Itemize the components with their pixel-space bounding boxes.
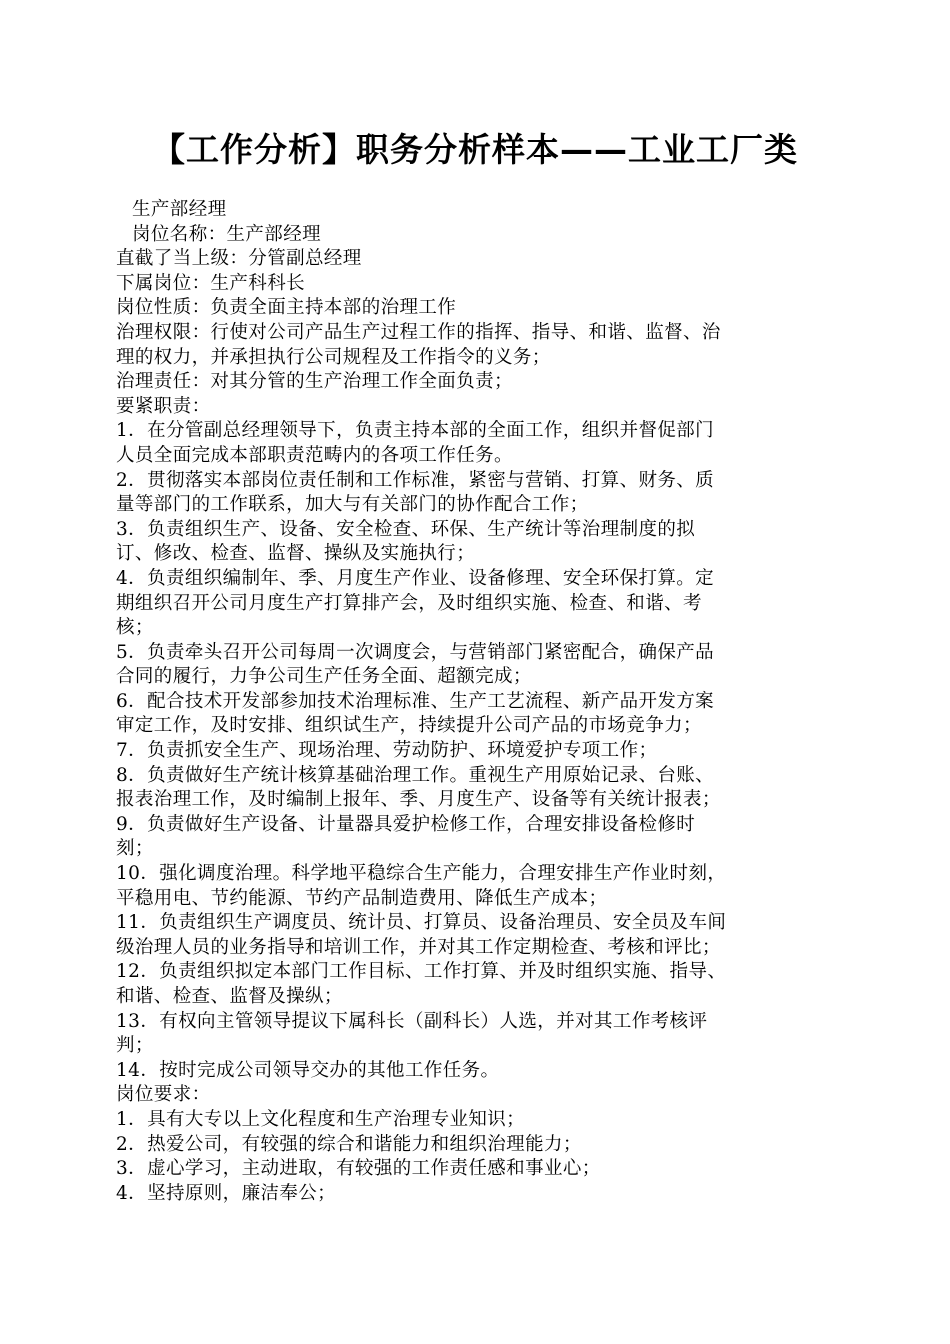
text-line: 理的权力，并承担执行公司规程及工作指令的义务； [116,346,551,368]
text-line: 期组织召开公司月度生产打算排产会，及时组织实施、检查、和谐、考 [116,592,702,614]
text-line: 1．在分管副总经理领导下，负责主持本部的全面工作，组织并督促部门 [116,420,715,442]
text-line: 1．具有大专以上文化程度和生产治理专业知识； [116,1108,526,1130]
text-line: 刻； [116,838,154,860]
text-line: 岗位名称：生产部经理 [132,223,322,245]
text-line: 6．配合技术开发部参加技术治理标准、生产工艺流程、新产品开发方案 [116,690,715,712]
text-line: 判； [116,1035,154,1057]
text-line: 和谐、检查、监督及操纵； [116,986,343,1007]
text-line: 量等部门的工作联系，加大与有关部门的协作配合工作； [116,494,589,516]
text-line: 8．负责做好生产统计核算基础治理工作。重视生产用原始记录、台账、 [116,764,715,786]
text-line: 订、修改、检查、监督、操纵及实施执行； [116,543,476,565]
text-line: 3．负责组织生产、设备、安全检查、环保、生产统计等治理制度的拟 [116,518,696,540]
text-line: 报表治理工作，及时编制上报年、季、月度生产、设备等有关统计报表； [116,789,721,811]
text-line: 下属岗位：生产科科长 [116,272,306,294]
document-title: 【工作分析】职务分析样本——工业工厂类 [152,130,798,169]
text-line: 审定工作，及时安排、组织试生产，持续提升公司产品的市场竞争力； [116,715,702,737]
text-line: 级治理人员的业务指导和培训工作，并对其工作定期检查、考核和评比； [116,936,721,958]
text-line: 要紧职责： [116,395,211,417]
text-line: 11．负责组织生产调度员、统计员、打算员、设备治理员、安全员及车间 [116,912,727,934]
text-line: 合同的履行，力争公司生产任务全面、超额完成； [116,666,532,688]
text-line: 直截了当上级：分管副总经理 [116,248,362,270]
text-line: 9．负责做好生产设备、计量器具爱护检修工作，合理安排设备检修时 [116,813,696,835]
text-line: 10．强化调度治理。科学地平稳综合生产能力，合理安排生产作业时刻， [116,863,727,885]
text-line: 2．热爱公司，有较强的综合和谐能力和组织治理能力； [116,1133,582,1155]
text-line: 治理责任：对其分管的生产治理工作全面负责； [116,371,513,393]
document-body [116,198,832,1206]
text-line: 12．负责组织拟定本部门工作目标、工作打算、并及时组织实施、指导、 [116,961,727,983]
text-line: 5．负责牵头召开公司每周一次调度会，与营销部门紧密配合，确保产品 [116,641,715,663]
text-line: 14．按时完成公司领导交办的其他工作任务。 [116,1059,500,1081]
text-line: 岗位性质：负责全面主持本部的治理工作 [116,297,457,319]
text-line: 平稳用电、节约能源、节约产品制造费用、降低生产成本； [116,887,608,909]
text-line: 4．坚持原则，廉洁奉公； [116,1182,337,1204]
text-line: 13．有权向主管领导提议下属科长（副科长）人选，并对其工作考核评 [116,1010,708,1032]
section-heading: 生产部经理 [132,199,227,220]
text-line: 治理权限：行使对公司产品生产过程工作的指挥、指导、和谐、监督、治 [116,321,721,343]
text-line: 7．负责抓安全生产、现场治理、劳动防护、环境爱护专项工作； [116,740,658,762]
text-line: 人员全面完成本部职责范畴内的各项工作任务。 [116,444,513,466]
text-line: 3．虚心学习，主动进取，有较强的工作责任感和事业心； [116,1158,601,1180]
text-line: 4．负责组织编制年、季、月度生产作业、设备修理、安全环保打算。定 [116,567,715,589]
text-line: 核； [116,617,154,639]
text-line: 岗位要求： [116,1084,211,1106]
text-line: 2．贯彻落实本部岗位责任制和工作标准，紧密与营销、打算、财务、质 [116,469,715,491]
